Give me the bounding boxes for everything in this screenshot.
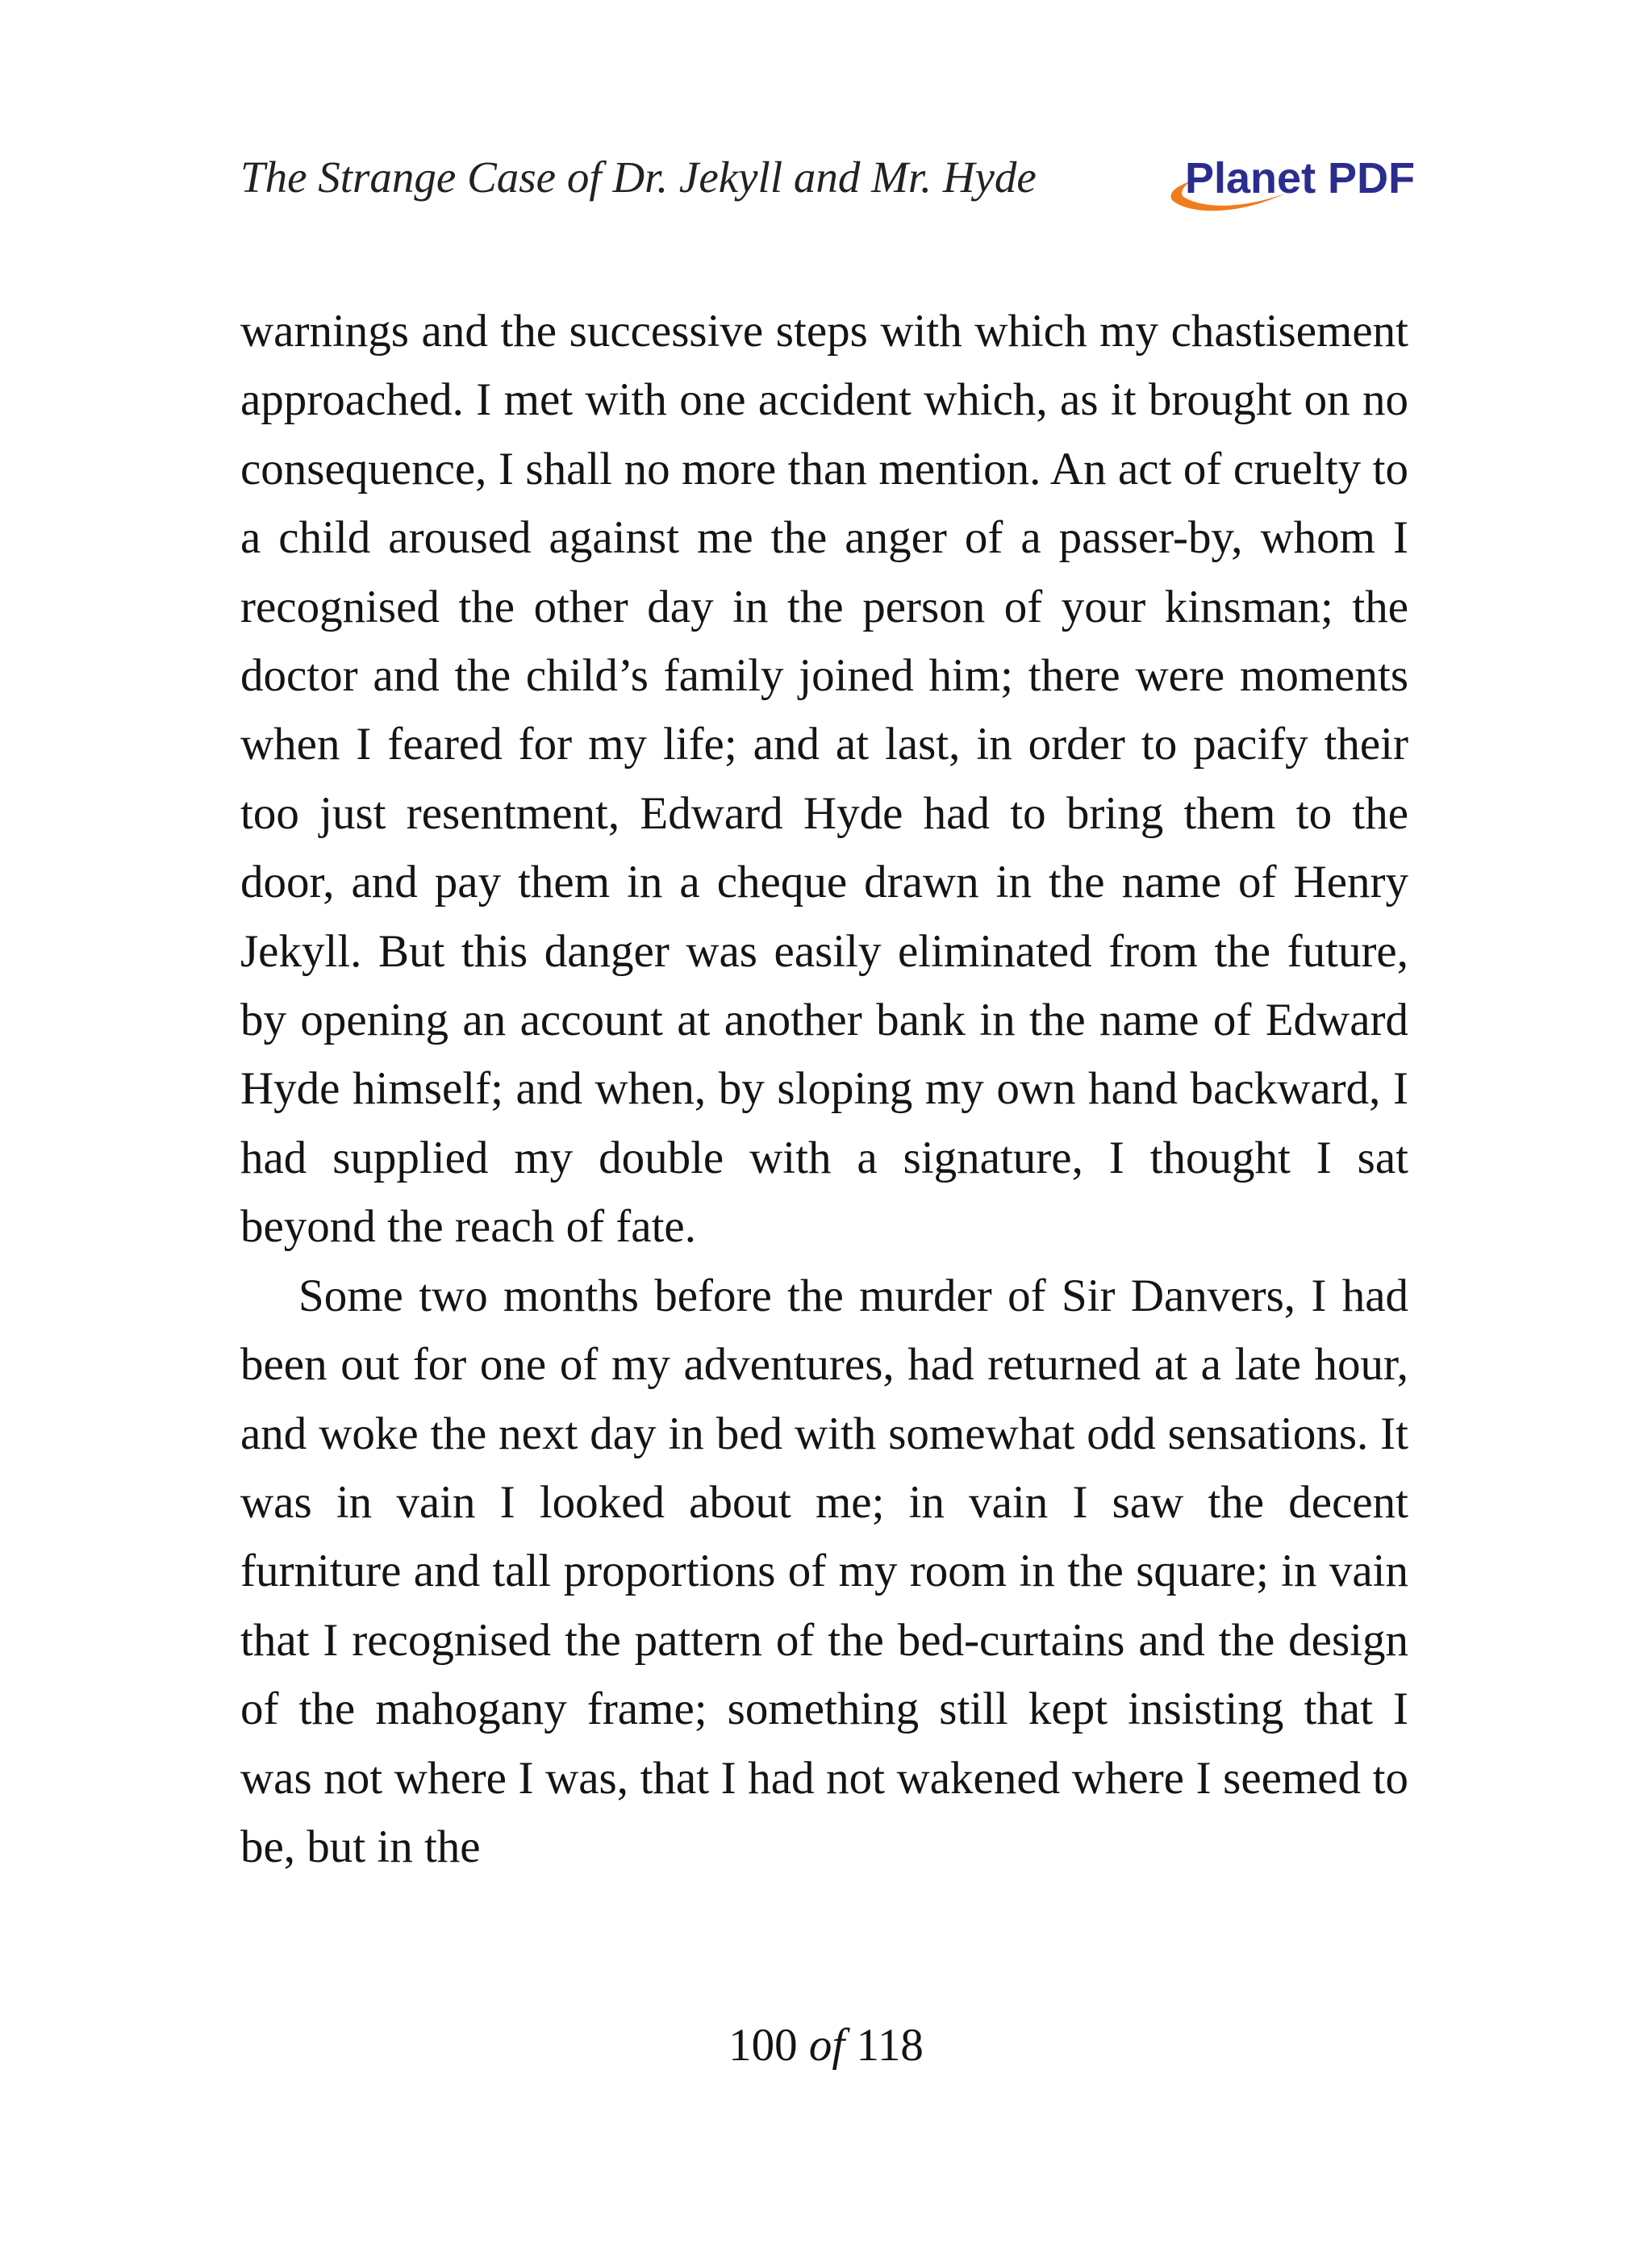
- current-page-number: 100: [728, 2020, 798, 2071]
- running-header-title: The Strange Case of Dr. Jekyll and Mr. Hyde: [240, 152, 1037, 202]
- page-of-label: of: [808, 2020, 845, 2071]
- paragraph-continuation: warnings and the successive steps with which my chastisement approached. I met with one accident which, as it brought on no consequence, I shall no more than mention. An act of cruelty to a child aroused against me the anger of a passer-by, whom I recognised the other day in the person of your kinsman; the doctor and the child’s family joined him; there were moments when I feared for my life; and at last, in order to pacify their too just resentment, Edward Hyde had to bring them to the door, and pay them in a cheque drawn in the name of Henry Jekyll. But this danger was easily eliminated from the future, by opening an account at another bank in the name of Edward Hyde himself; and when, by sloping my own hand backward, I had supplied my double with a signature, I thought I sat beyond the reach of fate.: [240, 306, 1408, 1253]
- planet-pdf-logo[interactable]: [1164, 150, 1416, 215]
- logo-text: Planet PDF: [1185, 154, 1416, 202]
- total-page-count: 118: [856, 2020, 924, 2071]
- page-number: [0, 2013, 1652, 2078]
- paragraph-new: Some two months before the murder of Sir Danvers, I had been out for one of my adventures, had returned at a late hour, and woke the next day in bed with somewhat odd sensations. It was in vain I looked about me; in vain I saw the decent furniture and tall proportions of my room in the square; in vain that I recognised the pattern of the bed-curtains and the design of the mahogany frame; something still kept insisting that I was not where I was, that I had not wakened where I seemed to be, but in the: [240, 1270, 1408, 1872]
- body-text: [240, 297, 1408, 1881]
